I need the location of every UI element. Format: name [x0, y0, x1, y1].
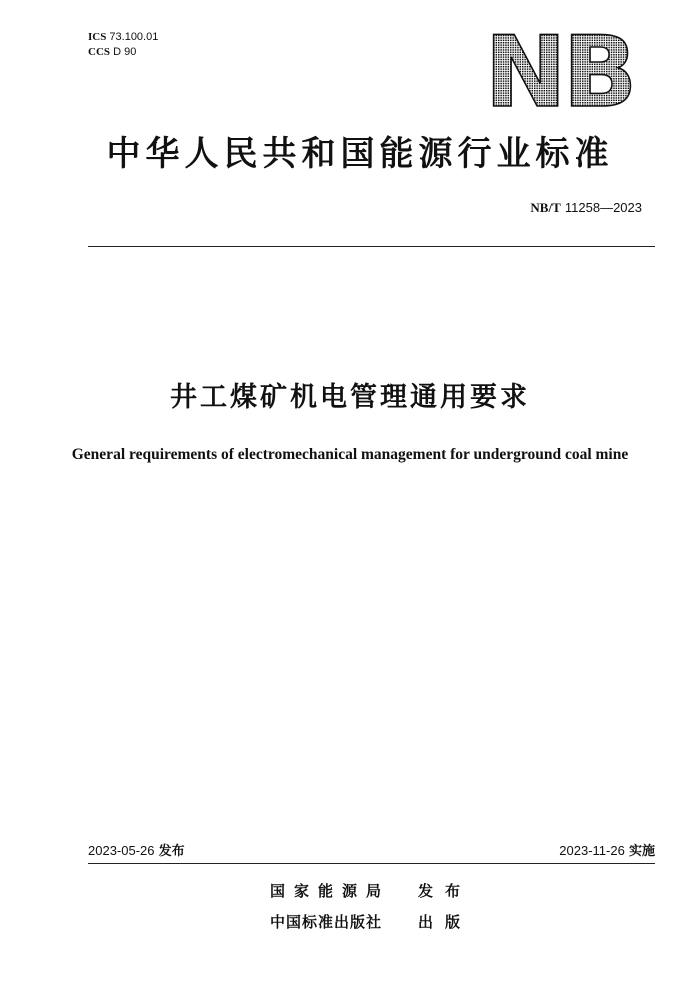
- ics-line: [88, 30, 158, 45]
- nb-logo: [474, 30, 644, 110]
- nb-logo-text: NB: [484, 30, 634, 110]
- issuing-action: 发布: [418, 882, 473, 900]
- document-title-chinese: 井工煤矿机电管理通用要求: [170, 382, 530, 413]
- ics-code: 73.100.01: [109, 31, 159, 43]
- industry-standard-heading: 中华人民共和国能源行业标准: [106, 134, 614, 174]
- issue-date: 2023-05-26: [88, 843, 155, 858]
- publisher-action: 出版: [418, 913, 473, 931]
- ccs-line: [88, 45, 158, 60]
- implementation-date: 2023-11-26: [559, 843, 625, 858]
- issuing-authority-row: [270, 880, 472, 902]
- issue-date-line: [88, 842, 185, 861]
- ccs-label: CCS: [88, 46, 111, 58]
- nb-logo-graphic: [474, 30, 644, 110]
- ics-label: ICS: [88, 31, 107, 43]
- issuing-authority: 国家能源局: [270, 882, 391, 900]
- implementation-date-line: [559, 842, 655, 861]
- implementation-label: 实施: [628, 844, 655, 859]
- standard-number: [530, 199, 642, 218]
- classification-codes: [88, 30, 158, 60]
- issue-label: 发布: [158, 844, 185, 859]
- top-divider: [88, 246, 655, 247]
- document-title-english: General requirements of electromechanical management for underground coal mine: [71, 446, 629, 463]
- bottom-divider: [88, 863, 655, 864]
- standard-code: 11258—2023: [564, 200, 642, 215]
- publisher-row: [270, 911, 472, 933]
- ccs-code: D 90: [113, 46, 137, 58]
- publisher-name: 中国标准出版社: [270, 913, 383, 931]
- standard-prefix: NB/T: [530, 200, 561, 215]
